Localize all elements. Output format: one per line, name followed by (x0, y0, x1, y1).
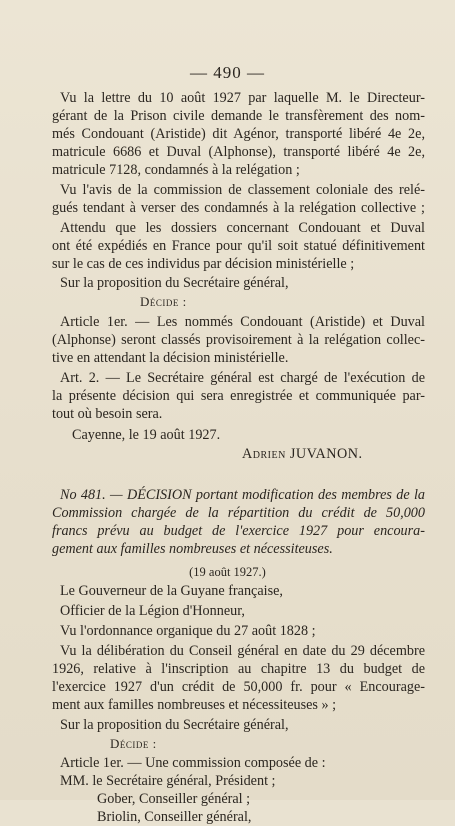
decide-heading: Décide : (110, 736, 157, 751)
paragraph-line: Attendu que les dossiers concernant Condouant et Duval (60, 220, 425, 236)
paragraph-line: ont été expédiés en France pour qu'il soit statué définitivement (52, 238, 425, 254)
article-line: tive en attendant la décision ministérielle. (52, 350, 289, 366)
paragraph-line: matricule 6686 et Duval (Alphonse), transporté libéré 4e 2e, (52, 144, 425, 160)
signature: Adrien JUVANON. (242, 446, 363, 462)
vu-line: ment aux familles nombreuses et nécessiteuses » ; (52, 697, 337, 713)
decision-title-line: No 481. — DÉCISION portant modification des membres de la (60, 487, 425, 503)
paragraph-line: Sur la proposition du Secrétaire général, (60, 717, 289, 733)
vu-line: l'exercice 1927 d'un crédit de 50,000 fr. pour « Encourage- (52, 679, 425, 695)
member-line: Briolin, Conseiller général, (97, 809, 252, 825)
decision-title-line: Commission chargée de la répartition du crédit de 50,000 (52, 505, 425, 521)
article-line: Article 1er. — Les nommés Condouant (Aristide) et Duval (60, 314, 425, 330)
article-line: la présente décision qui sera enregistrée et communiquée par- (52, 388, 425, 404)
vu-line: Vu la délibération du Conseil général en date du 29 décembre (60, 643, 425, 659)
decide-heading: Décide : (140, 294, 187, 309)
decision-title-line: francs prévu au budget de l'exercice 1927 pour encoura- (52, 523, 425, 539)
article-line: (Alphonse) seront classés provisoirement à la relégation collec- (52, 332, 425, 348)
article-line: Art. 2. — Le Secrétaire général est chargé de l'exécution de (60, 370, 425, 386)
place-date: Cayenne, le 19 août 1927. (72, 427, 221, 443)
paragraph-line: Sur la proposition du Secrétaire général, (60, 275, 289, 291)
decision-title-line: gement aux familles nombreuses et nécessiteuses. (52, 541, 333, 557)
paragraph-line: matricule 7128, condamnés à la relégation ; (52, 162, 300, 178)
member-line: Gober, Conseiller général ; (97, 791, 251, 807)
page-number: — 490 — (190, 63, 265, 82)
vu-line: Vu l'ordonnance organique du 27 août 1828 ; (60, 623, 316, 639)
decision-date: (19 août 1927.) (189, 565, 266, 579)
article-line: Article 1er. — Une commission composée de : (60, 755, 326, 771)
governor-line: Le Gouverneur de la Guyane française, (60, 583, 283, 599)
paragraph-line: gérant de la Prison civile demande le transfèrement des nom- (52, 108, 425, 124)
vu-line: 1926, relative à l'inscription au chapitre 13 du budget de (52, 661, 425, 677)
paragraph-line: sur le cas de ces individus par décision ministérielle ; (52, 256, 355, 272)
article-line: tout où besoin sera. (52, 406, 163, 422)
paragraph-line: Vu l'avis de la commission de classement coloniale des relé- (60, 182, 425, 198)
member-line: MM. le Secrétaire général, Président ; (60, 773, 276, 789)
paragraph-line: gués tendant à verser des condamnés à la relégation collective ; (52, 200, 425, 216)
paragraph-line: Vu la lettre du 10 août 1927 par laquelle M. le Directeur- (60, 90, 425, 106)
governor-line: Officier de la Légion d'Honneur, (60, 603, 245, 619)
paragraph-line: més Condouant (Aristide) dit Agénor, transporté libéré 4e 2e, (52, 126, 425, 142)
